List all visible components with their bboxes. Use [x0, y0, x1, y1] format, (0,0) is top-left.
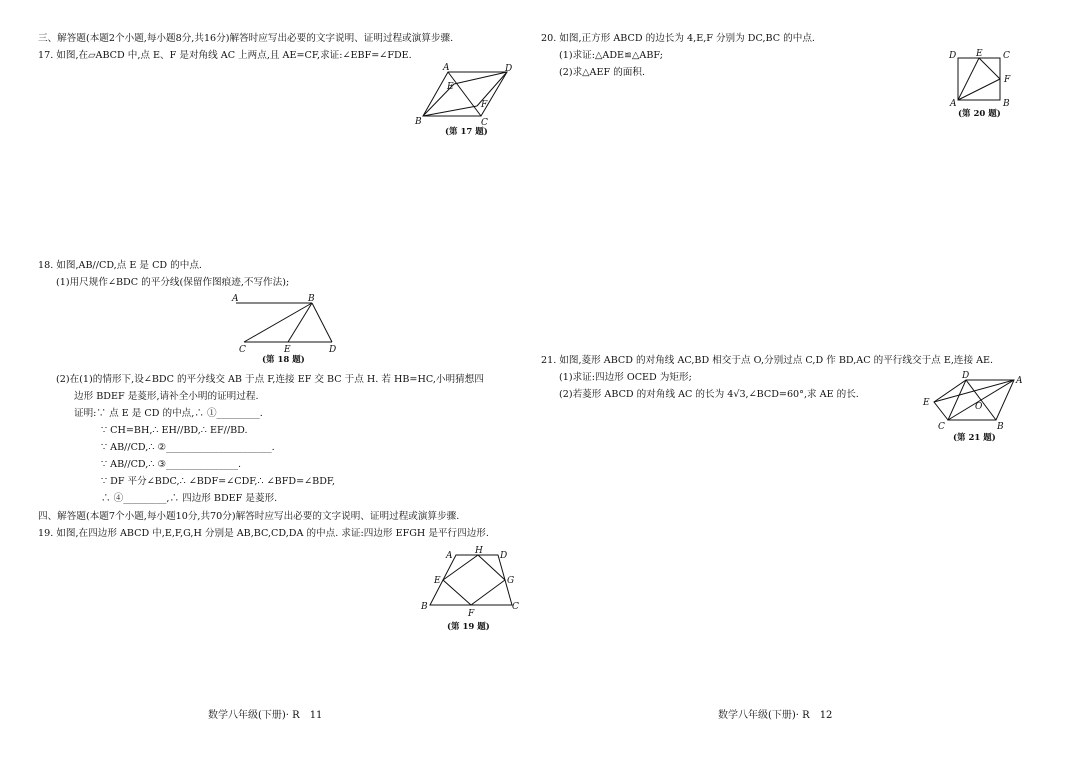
fig17-label-d: D [505, 64, 513, 74]
right-page-footer: 数学八年级(下册)· R 12 [718, 710, 833, 721]
figure-17-caption: (第 17 题) [445, 127, 488, 137]
fig21-label-a: A [1016, 376, 1023, 386]
question-19-text: 19. 如图,在四边形 ABCD 中,E,F,G,H 分别是 AB,BC,CD,DA 的中点. 求证:四边形 EFGH 是平行四边形. [38, 528, 489, 539]
fig21-label-b: B [997, 422, 1004, 432]
question-21-text: 21. 如图,菱形 ABCD 的对角线 AC,BD 相交于点 O,分别过点 C,D 作 BD,AC 的平行线交于点 E,连接 AE. [541, 355, 994, 366]
fig20-label-c: C [1003, 51, 1010, 61]
fig19-label-g: G [507, 576, 515, 586]
fig18-label-a: A [232, 294, 239, 304]
fig20-label-a: A [950, 99, 957, 108]
figure-20 [945, 46, 1021, 108]
fig21-label-e: E [923, 398, 930, 408]
fig18-label-e: E [284, 345, 291, 354]
question-20-part2: (2)求△AEF 的面积. [559, 67, 646, 78]
figure-19-caption: (第 19 题) [447, 622, 490, 632]
fig17-label-c: C [481, 118, 488, 126]
fig19-label-e: E [434, 576, 441, 586]
left-page-footer: 数学八年级(下册)· R 11 [208, 710, 323, 721]
proof-line-1: 证明:∵ 点 E 是 CD 的中点,∴ ①_________. [74, 408, 263, 419]
fig17-label-b: B [415, 117, 422, 126]
section4-heading: 四、解答题(本题7个小题,每小题10分,共70分)解答时应写出必要的文字说明、证明过程或演算步骤. [38, 511, 460, 522]
fig20-label-b: B [1003, 99, 1010, 108]
figure-17 [415, 62, 525, 126]
proof-line-2: ∵ CH=BH,∴ EH//BD,∴ EF//BD. [101, 425, 248, 436]
question-18-part1: (1)用尺规作∠BDC 的平分线(保留作图痕迹,不写作法); [56, 277, 290, 288]
fig19-label-d: D [500, 551, 508, 561]
fig17-label-e: E [447, 82, 454, 92]
fig19-label-b: B [421, 602, 428, 612]
fig20-label-e: E [976, 49, 983, 59]
fig18-label-d: D [329, 345, 337, 354]
fig17-label-a: A [443, 63, 450, 73]
fig21-label-o: O [975, 402, 983, 412]
proof-line-3: ∵ AB//CD,∴ ②______________________. [101, 442, 275, 453]
question-21-part2: (2)若菱形 ABCD 的对角线 AC 的长为 4√3,∠BCD=60°,求 AE 的长. [559, 389, 859, 400]
fig19-label-h: H [475, 546, 483, 556]
figure-19 [418, 543, 524, 621]
fig19-label-a: A [446, 551, 453, 561]
question-18-text: 18. 如图,AB//CD,点 E 是 CD 的中点. [38, 260, 202, 271]
fig20-label-f: F [1004, 75, 1011, 85]
figure-18 [228, 292, 348, 354]
proof-line-5: ∵ DF 平分∠BDC,∴ ∠BDF=∠CDF,∴ ∠BFD=∠BDF, [101, 476, 336, 487]
fig19-label-c: C [512, 602, 519, 612]
question-20-text: 20. 如图,正方形 ABCD 的边长为 4,E,F 分别为 DC,BC 的中点. [541, 33, 815, 44]
fig19-label-f: F [468, 609, 475, 619]
fig18-label-c: C [239, 345, 246, 354]
question-21-part1: (1)求证:四边形 OCED 为矩形; [559, 372, 692, 383]
figure-18-caption: (第 18 题) [262, 355, 305, 365]
question-18-part2-line1: (2)在(1)的情形下,设∠BDC 的平分线交 AB 于点 F,连接 EF 交 BC 于点 H. 若 HB=HC,小明猜想四 [56, 374, 484, 385]
proof-line-4: ∵ AB//CD,∴ ③_______________. [101, 459, 242, 470]
figure-21-caption: (第 21 题) [953, 433, 996, 443]
question-17-text: 17. 如图,在▱ABCD 中,点 E、F 是对角线 AC 上两点,且 AE=CF,求证:∠EBF=∠FDE. [38, 50, 412, 61]
question-18-part2-line2: 边形 BDEF 是菱形,请补全小明的证明过程. [74, 391, 259, 402]
figure-20-caption: (第 20 题) [958, 109, 1001, 119]
figure-21 [918, 368, 1028, 432]
fig21-label-c: C [938, 422, 945, 432]
fig20-label-d: D [949, 51, 957, 61]
proof-line-6: ∴ ④_________,∴ 四边形 BDEF 是菱形. [101, 493, 278, 504]
fig21-label-d: D [962, 371, 970, 381]
fig17-label-f: F [481, 100, 488, 110]
fig18-label-b: B [308, 294, 315, 304]
question-20-part1: (1)求证:△ADE≌△ABF; [559, 50, 663, 61]
section3-heading: 三、解答题(本题2个小题,每小题8分,共16分)解答时应写出必要的文字说明、证明过程或演算步骤. [38, 33, 454, 44]
